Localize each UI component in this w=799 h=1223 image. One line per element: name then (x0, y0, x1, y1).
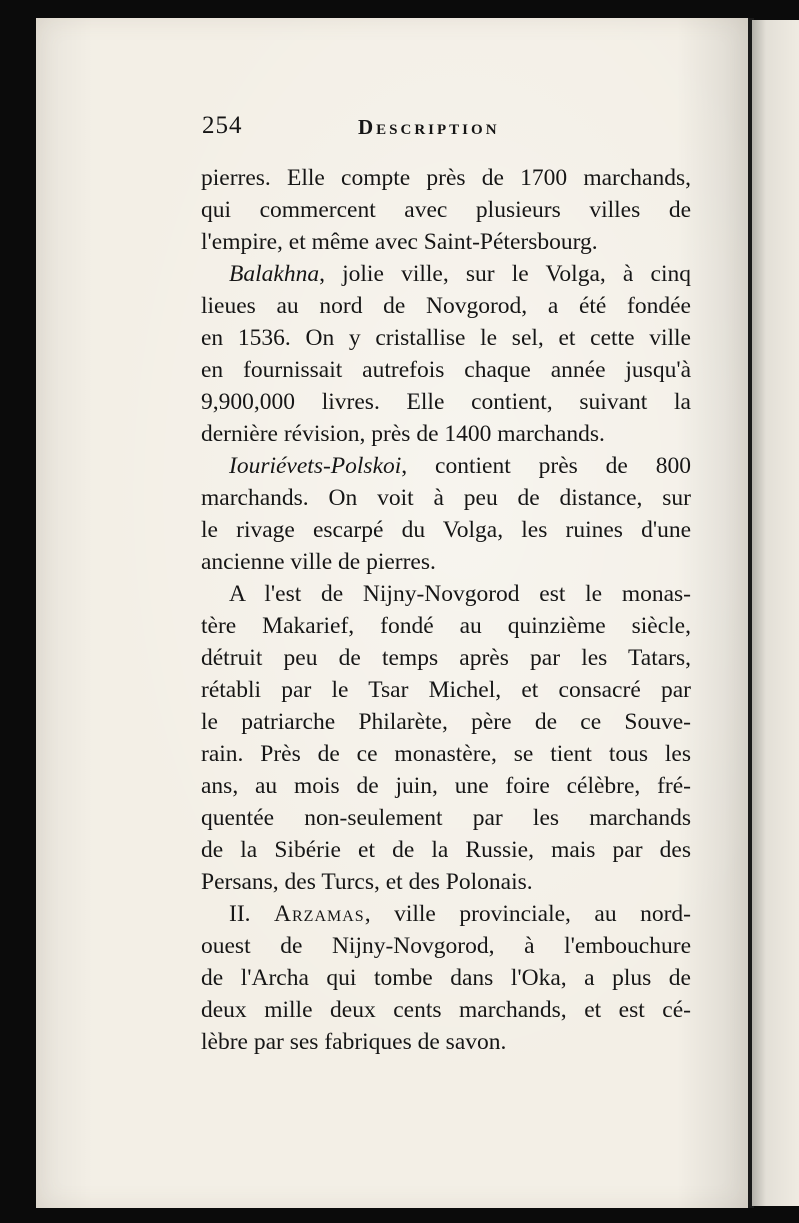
facing-page-edge (752, 20, 799, 1206)
text-line: dernière révision, près de 1400 marchands. (201, 421, 605, 447)
text-line: de la Sibérie et de la Russie, mais par des (201, 837, 691, 863)
text-line: l'empire, et même avec Saint-Pétersbourg. (201, 229, 598, 255)
text-line (201, 450, 691, 482)
text-line: tère Makarief, fondé au quinzième siècle, (201, 613, 691, 639)
text-line: ouest de Nijny-Novgorod, à l'embouchure (201, 933, 691, 959)
text-line: pierres. Elle compte près de 1700 marchands, (201, 165, 691, 191)
text-line: le patriarche Philarète, père de ce Souve- (201, 709, 691, 735)
running-head (202, 112, 702, 146)
text-fragment: , jolie ville, sur le Volga, à cinq (319, 261, 691, 287)
text-line: détruit peu de temps après par les Tatars, (201, 645, 691, 671)
text-line: quentée non-seulement par les marchands (201, 805, 691, 831)
text-line: deux mille deux cents marchands, et est cé- (201, 997, 691, 1023)
text-fragment: , contient près de 800 (401, 453, 691, 479)
text-line: lèbre par ses fabriques de savon. (201, 1029, 507, 1055)
text-line: A l'est de Nijny-Novgorod est le monas- (229, 581, 691, 607)
running-title: Description (358, 115, 500, 139)
text-line (201, 898, 691, 930)
place-name: Balakhna (229, 261, 320, 287)
text-line: rétabli par le Tsar Michel, et consacré par (201, 677, 691, 703)
text-line (201, 258, 691, 290)
text-fragment: , ville provinciale, au nord- (364, 901, 691, 927)
page-number: 254 (202, 112, 243, 139)
text-line: ancienne ville de pierres. (201, 549, 436, 575)
text-line: Persans, des Turcs, et des Polonais. (201, 869, 533, 895)
text-line: le rivage escarpé du Volga, les ruines d'une (201, 517, 691, 543)
place-name: Arzamas (274, 901, 365, 927)
text-line: qui commercent avec plusieurs villes de (201, 197, 691, 223)
section-numeral: II. (229, 901, 251, 927)
text-line: marchands. On voit à peu de distance, sur (201, 485, 691, 511)
text-line: en fournissait autrefois chaque année jusqu'à (201, 357, 691, 383)
text-line: ans, au mois de juin, une foire célèbre, fré- (201, 773, 691, 799)
text-line: rain. Près de ce monastère, se tient tous les (201, 741, 691, 767)
body-text (201, 162, 691, 1058)
place-name: Iouriévets-Polskoi (229, 453, 402, 479)
text-line: lieues au nord de Novgorod, a été fondée (201, 293, 691, 319)
text-line: 9,900,000 livres. Elle contient, suivant la (201, 389, 691, 415)
text-line: en 1536. On y cristallise le sel, et cette ville (201, 325, 691, 351)
text-line: de l'Archa qui tombe dans l'Oka, a plus de (201, 965, 691, 991)
